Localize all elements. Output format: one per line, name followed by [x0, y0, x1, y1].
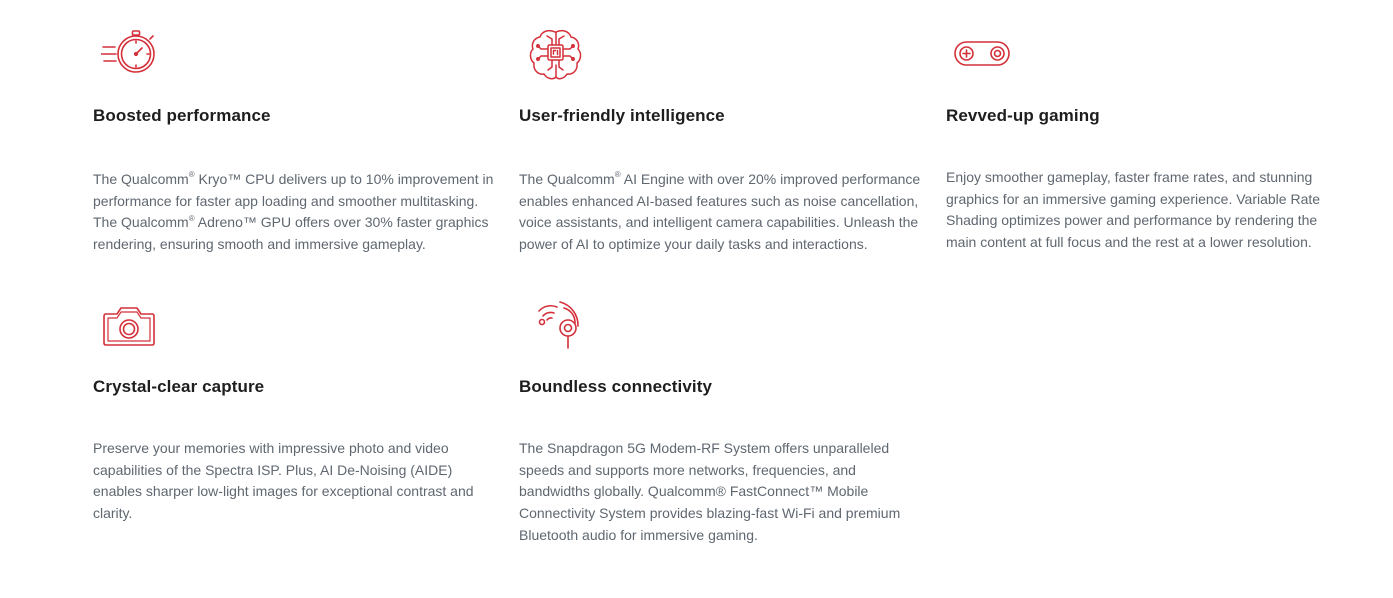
wireless-signal-icon [530, 298, 600, 354]
game-controller-icon [954, 40, 1024, 96]
feature-description: The Qualcomm® AI Engine with over 20% improved performance enables enhanced AI-based features such as noise cancellation, voice assistants, and intelligent camera capabilities. Unleash the power of AI to optimize your daily tasks and interactions. [519, 170, 921, 253]
ai-brain-icon [529, 28, 599, 84]
camera-icon [102, 305, 172, 361]
stopwatch-icon [101, 28, 171, 84]
feature-description: The Qualcomm® Kryo™ CPU delivers up to 10% improvement in performance for faster app loading and smoother multitasking. The Qualcomm® Adreno™ GPU offers over 30% faster graphics rendering, ensuring smooth and immersive gameplay. [93, 170, 494, 253]
feature-description: Preserve your memories with impressive photo and video capabilities of the Spectra ISP. Plus, AI De-Noising (AIDE) enables sharper low-light images for exceptional contrast and clarity. [93, 440, 474, 522]
feature-title: Boundless connectivity [519, 377, 713, 396]
feature-description: Enjoy smoother gameplay, faster frame rates, and stunning graphics for an immersive gaming experience. Variable Rate Shading optimizes power and performance by rendering the main content at full focus and the rest at a lower resolution. [946, 169, 1321, 251]
feature-title: Revved-up gaming [946, 106, 1100, 125]
feature-title: Boosted performance [93, 106, 271, 125]
feature-description: The Snapdragon 5G Modem-RF System offers unparalleled speeds and supports more networks, frequencies, and bandwidths globally. Qualcomm® FastConnect™ Mobile Connectivity System provides blazing-fast Wi-Fi and premium Bluetooth audio for immersive gaming. [519, 440, 901, 543]
feature-title: Crystal-clear capture [93, 377, 265, 396]
feature-title: User-friendly intelligence [519, 106, 725, 125]
